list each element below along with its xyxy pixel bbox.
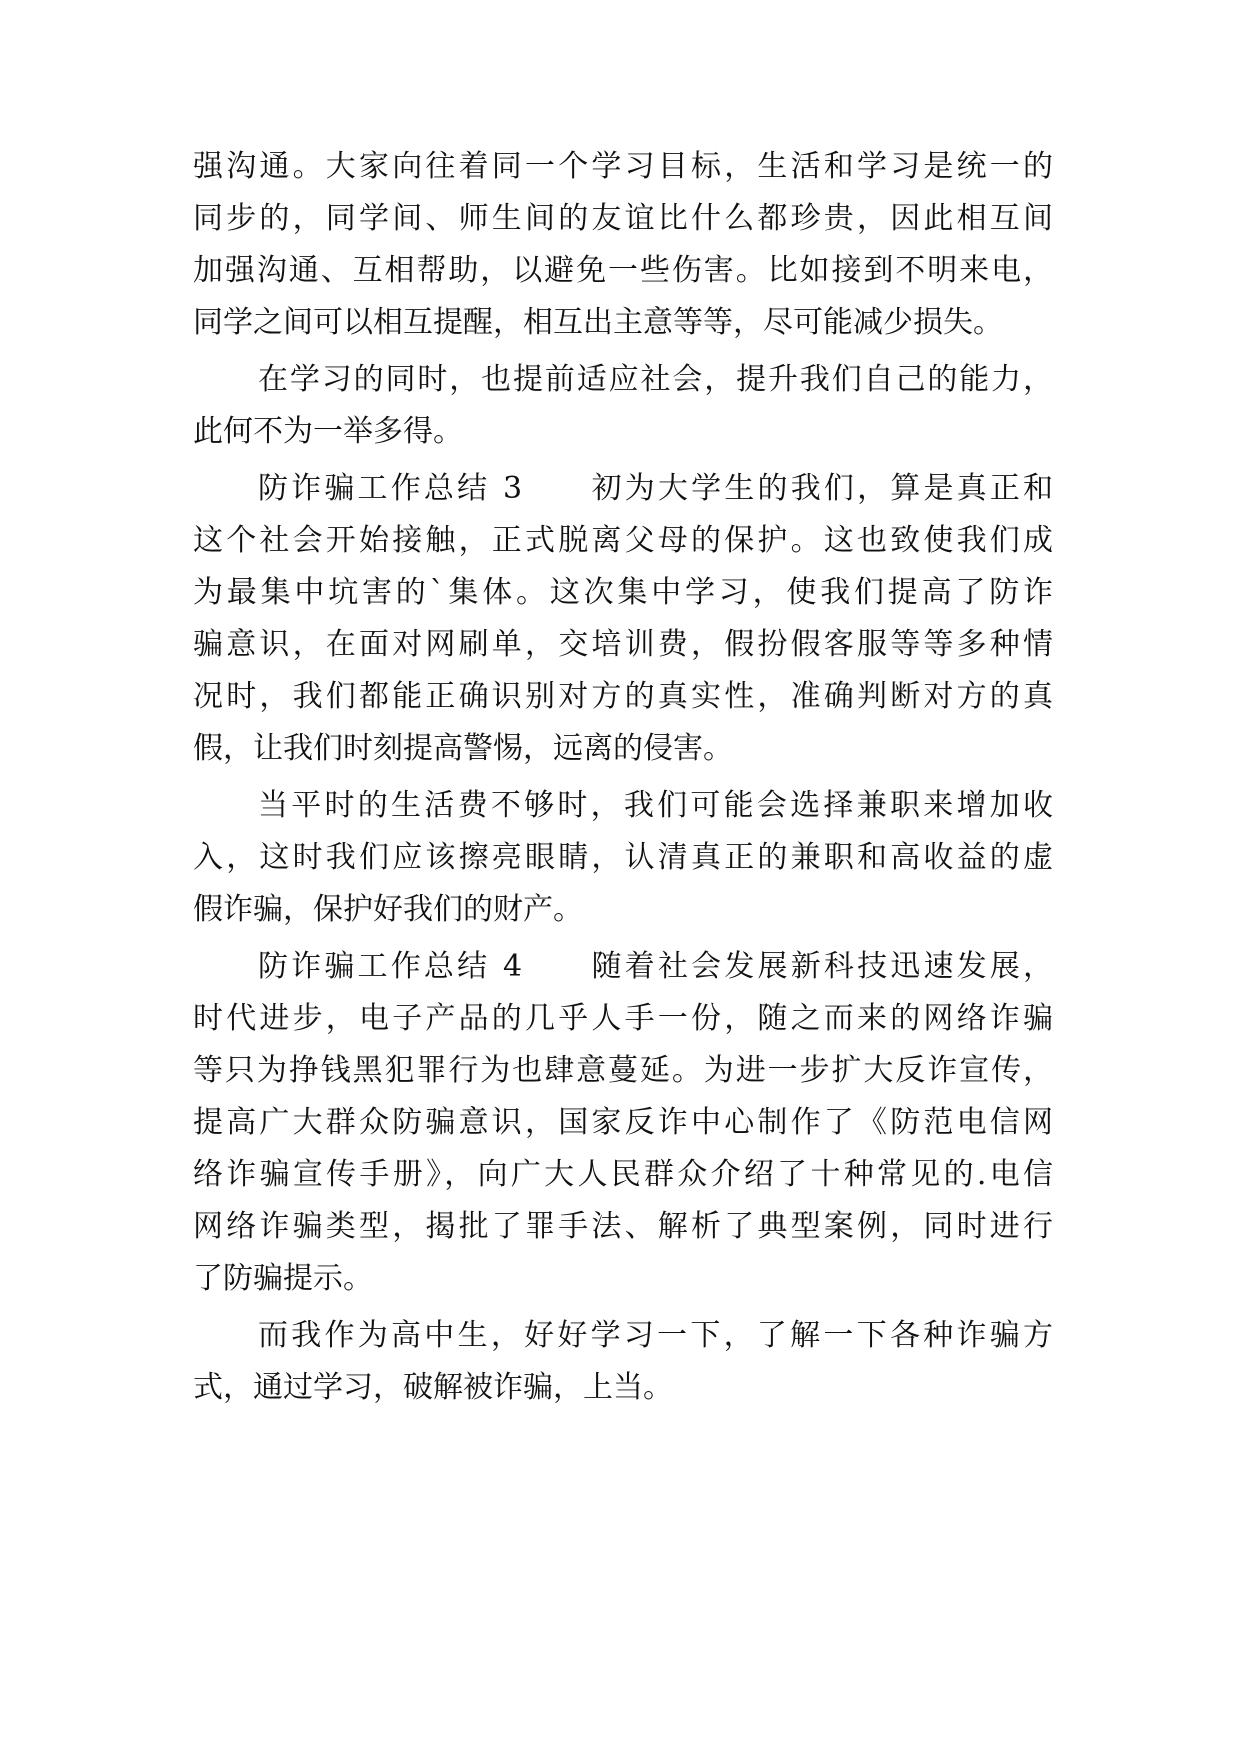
text-line: 同步的，同学间、师生间的友谊比什么都珍贵，因此相互间 (193, 201, 1053, 236)
text-line: 入，这时我们应该擦亮眼睛，认清真正的兼职和高收益的虚 (193, 840, 1053, 875)
text-line: 了防骗提示。 (193, 1261, 373, 1296)
section-heading-line: 防诈骗工作总结 3 初为大学生的我们，算是真正和 (258, 471, 1053, 506)
text-line: 骗意识，在面对网刷单，交培训费，假扮假客服等等多种情 (193, 627, 1053, 662)
text-line: 假，让我们时刻提高警惕，远离的侵害。 (193, 731, 733, 766)
text-line: 这个社会开始接触，正式脱离父母的保护。这也致使我们成 (193, 523, 1053, 558)
text-line: 时代进步，电子产品的几乎人手一份，随之而来的网络诈骗 (193, 1001, 1053, 1036)
text-line: 况时，我们都能正确识别对方的真实性，准确判断对方的真 (193, 679, 1053, 714)
text-line: 等只为挣钱黑犯罪行为也肆意蔓延。为进一步扩大反诈宣传， (193, 1053, 1053, 1088)
paragraph-first-line: 在学习的同时，也提前适应社会，提升我们自己的能力， (258, 362, 1053, 397)
text-line: 强沟通。大家向往着同一个学习目标，生活和学习是统一的 (193, 149, 1053, 184)
text-line: 加强沟通、互相帮助，以避免一些伤害。比如接到不明来电， (193, 253, 1053, 288)
text-line: 此何不为一举多得。 (193, 414, 463, 449)
section-heading-line: 防诈骗工作总结 4 随着社会发展新科技迅速发展， (258, 949, 1053, 984)
text-line: 式，通过学习，破解被诈骗，上当。 (193, 1370, 673, 1405)
text-line: 假诈骗，保护好我们的财产。 (193, 892, 583, 927)
text-line: 为最集中坑害的`集体。这次集中学习，使我们提高了防诈 (193, 575, 1053, 610)
text-line: 络诈骗宣传手册》，向广大人民群众介绍了十种常见的.电信 (193, 1157, 1053, 1192)
text-line: 同学之间可以相互提醒，相互出主意等等，尽可能减少损失。 (193, 305, 1003, 340)
text-line: 提高广大群众防骗意识，国家反诈中心制作了《防范电信网 (193, 1105, 1053, 1140)
paragraph-first-line: 而我作为高中生，好好学习一下，了解一下各种诈骗方 (258, 1318, 1053, 1353)
text-line: 网络诈骗类型，揭批了罪手法、解析了典型案例，同时进行 (193, 1209, 1053, 1244)
paragraph-first-line: 当平时的生活费不够时，我们可能会选择兼职来增加收 (258, 788, 1053, 823)
